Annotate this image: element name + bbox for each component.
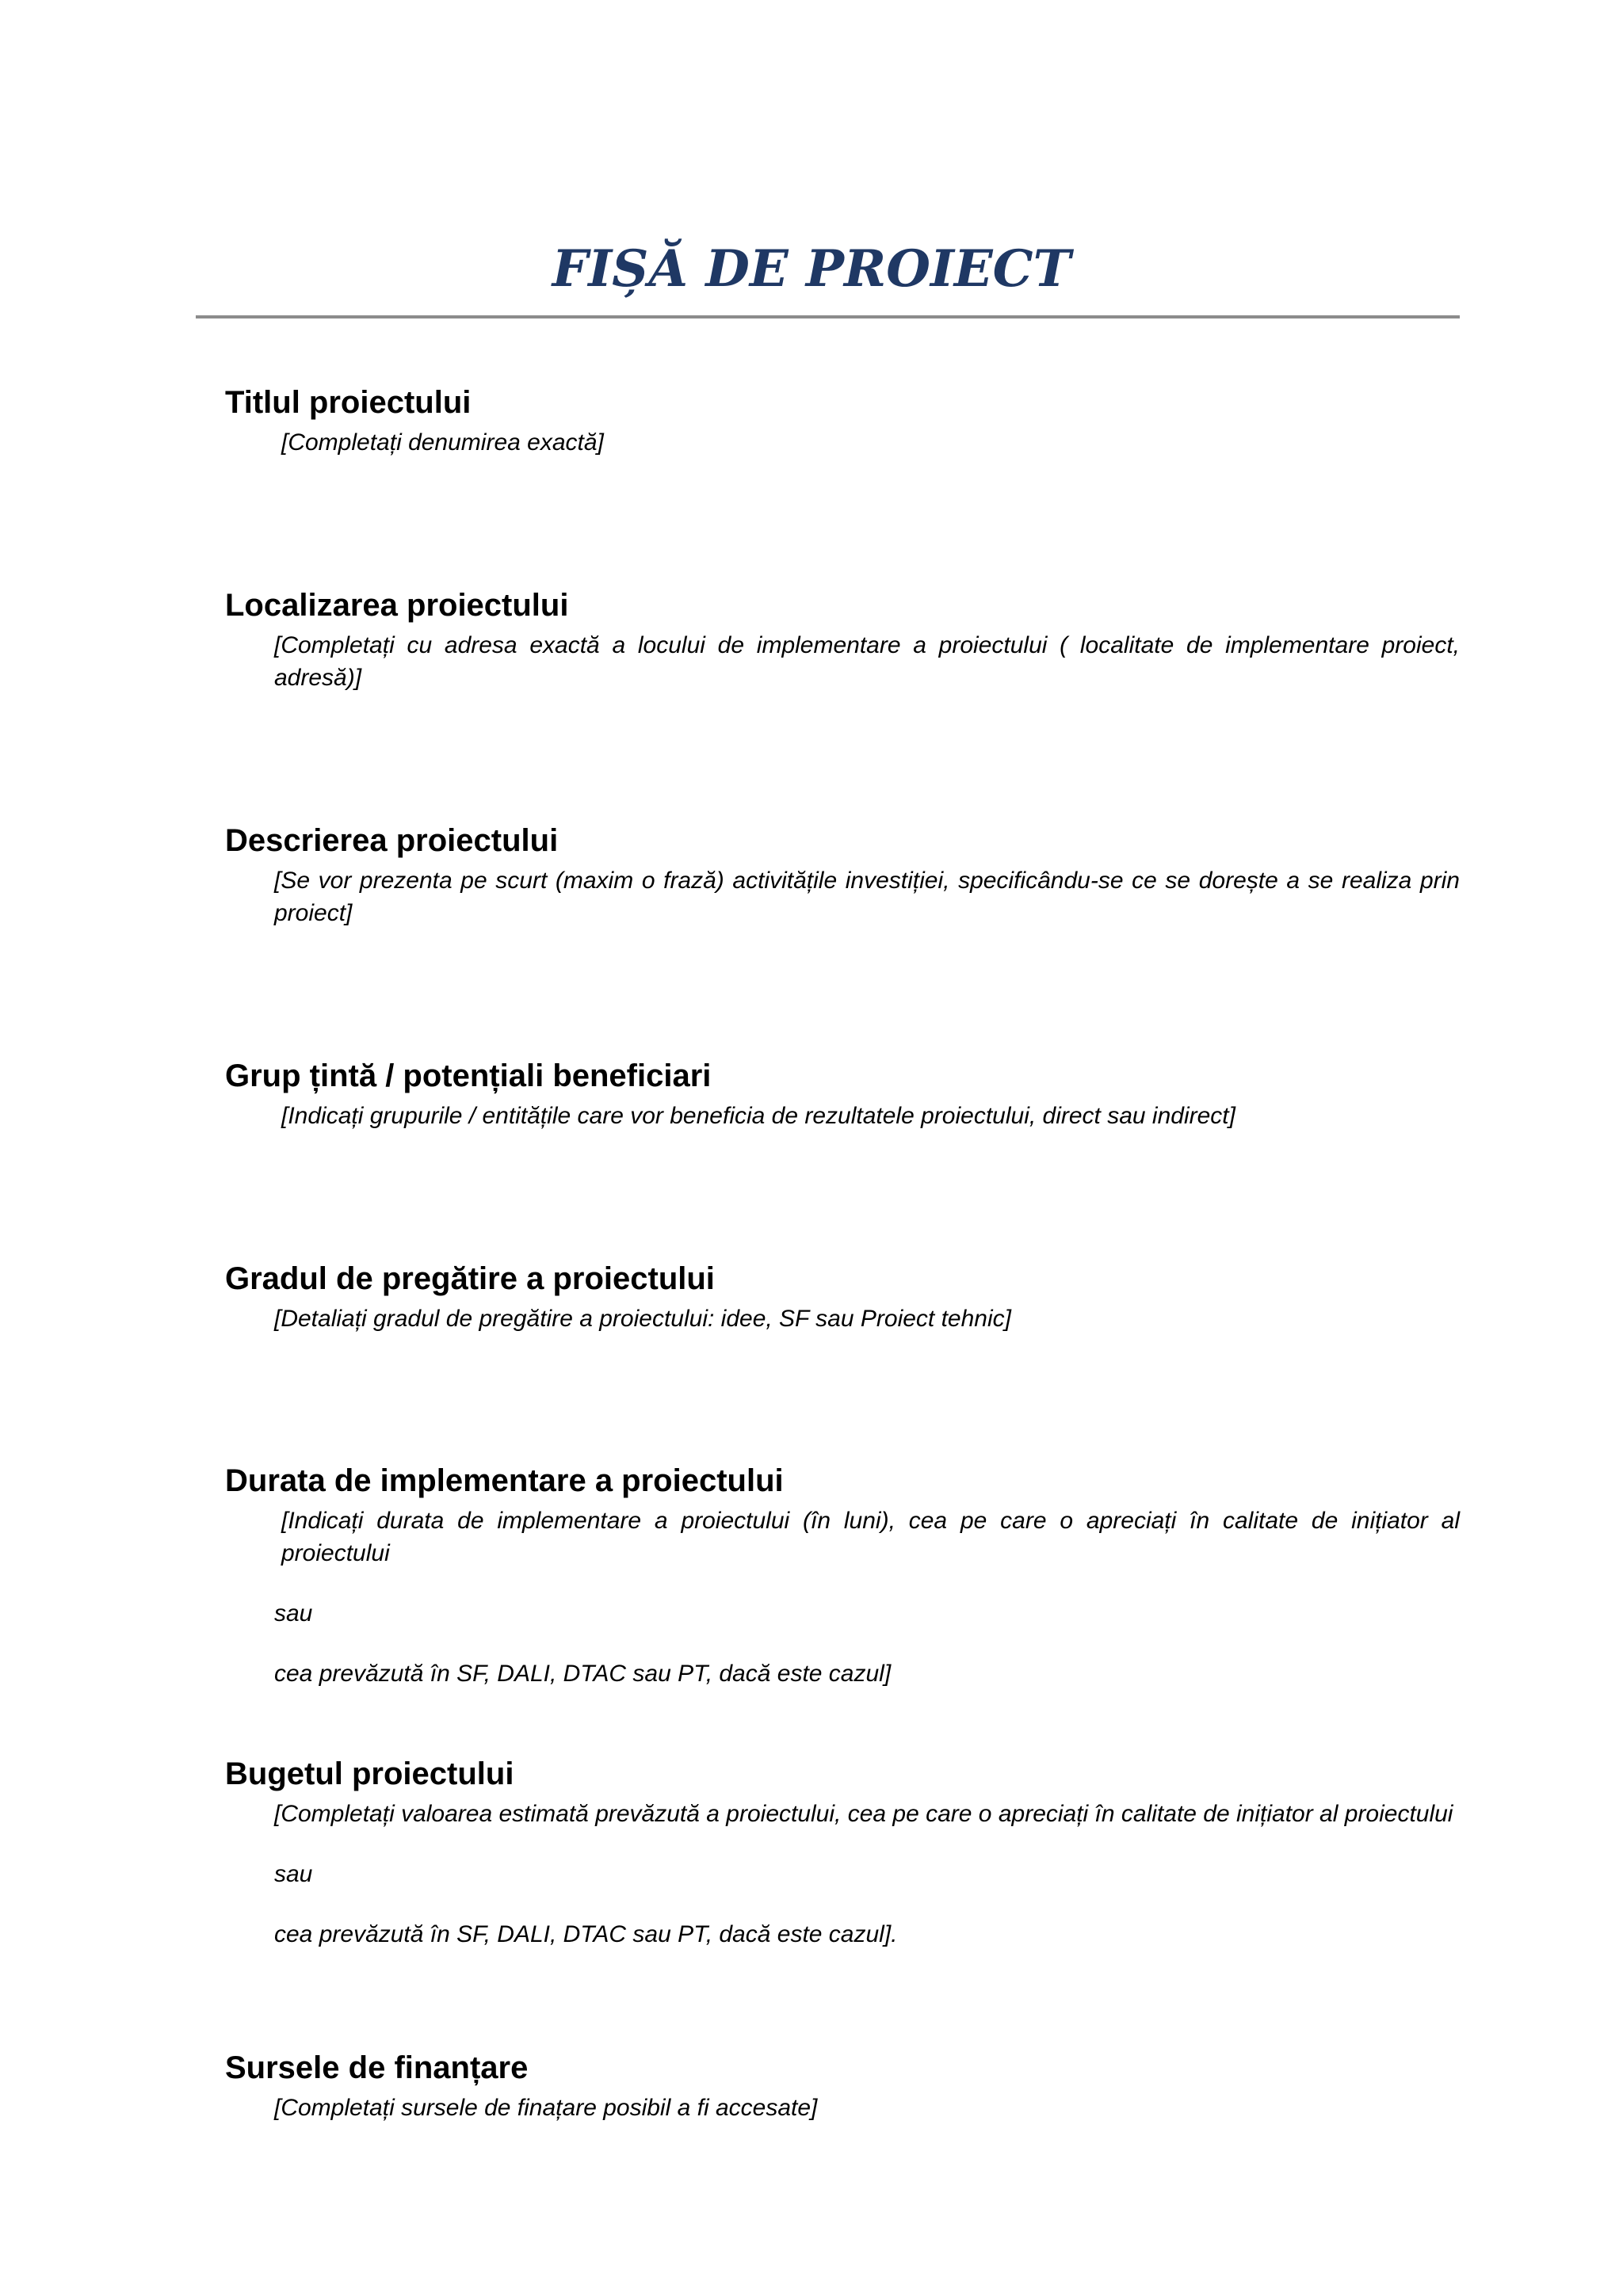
section-paragraph: [Indicați durata de implementare a proiectului (în luni), cea pe care o apreciați în calitate de inițiator al proiectului [281, 1508, 1460, 1566]
section-body [274, 426, 1460, 459]
section-body [274, 2092, 1460, 2124]
section-heading: Durata de implementare a proiectului [225, 1463, 784, 1498]
section-body [274, 1505, 1460, 1690]
section-paragraph: cea prevăzută în SF, DALI, DTAC sau PT, dacă este cazul] [274, 1661, 892, 1687]
section-heading: Localizarea proiectului [225, 588, 569, 623]
title-divider [196, 315, 1460, 318]
section-paragraph: [Detaliați gradul de pregătire a proiectului: idee, SF sau Proiect tehnic] [274, 1306, 1011, 1332]
section-implementation-duration [225, 1462, 1460, 1690]
section-paragraph: [Completați valoarea estimată prevăzută a proiectului, cea pe care o apreciați în calitate de inițiator al proiectului [274, 1801, 1453, 1827]
section-heading: Bugetul proiectului [225, 1756, 514, 1791]
section-project-title [225, 383, 1460, 459]
section-heading: Descrierea proiectului [225, 823, 559, 858]
section-paragraph: [Completați cu adresa exactă a locului de implementare a proiectului ( localitate de implementare proiect, adresă)] [274, 632, 1460, 691]
page-title: FIȘĂ DE PROIECT [552, 239, 1071, 299]
section-paragraph: [Completați denumirea exactă] [281, 429, 604, 456]
section-readiness-level [225, 1260, 1460, 1335]
section-paragraph: [Se vor prezenta pe scurt (maxim o frază) activitățile investiției, specificându-se ce se dorește a se realiza prin proiect] [274, 868, 1460, 926]
section-project-location [225, 586, 1460, 694]
section-funding-sources [225, 2049, 1460, 2124]
section-paragraph: sau [274, 1600, 313, 1627]
section-project-description [225, 822, 1460, 929]
section-paragraph: [Completați sursele de finațare posibil a fi accesate] [274, 2095, 818, 2121]
section-body [274, 1302, 1460, 1335]
section-paragraph: cea prevăzută în SF, DALI, DTAC sau PT, dacă este cazul]. [274, 1921, 898, 1947]
section-paragraph: sau [274, 1861, 313, 1887]
section-heading: Gradul de pregătire a proiectului [225, 1261, 715, 1296]
section-body [274, 629, 1460, 694]
section-project-budget [225, 1755, 1460, 1951]
section-target-group [225, 1057, 1460, 1132]
section-heading: Grup țintă / potențiali beneficiari [225, 1058, 712, 1093]
section-paragraph: [Indicați grupurile / entitățile care vor beneficia de rezultatele proiectului, direct sau indirect] [281, 1103, 1235, 1129]
section-body [274, 1798, 1460, 1951]
section-body [274, 1100, 1460, 1132]
section-body [274, 864, 1460, 929]
section-heading: Sursele de finanțare [225, 2050, 529, 2085]
section-heading: Titlul proiectului [225, 385, 472, 420]
